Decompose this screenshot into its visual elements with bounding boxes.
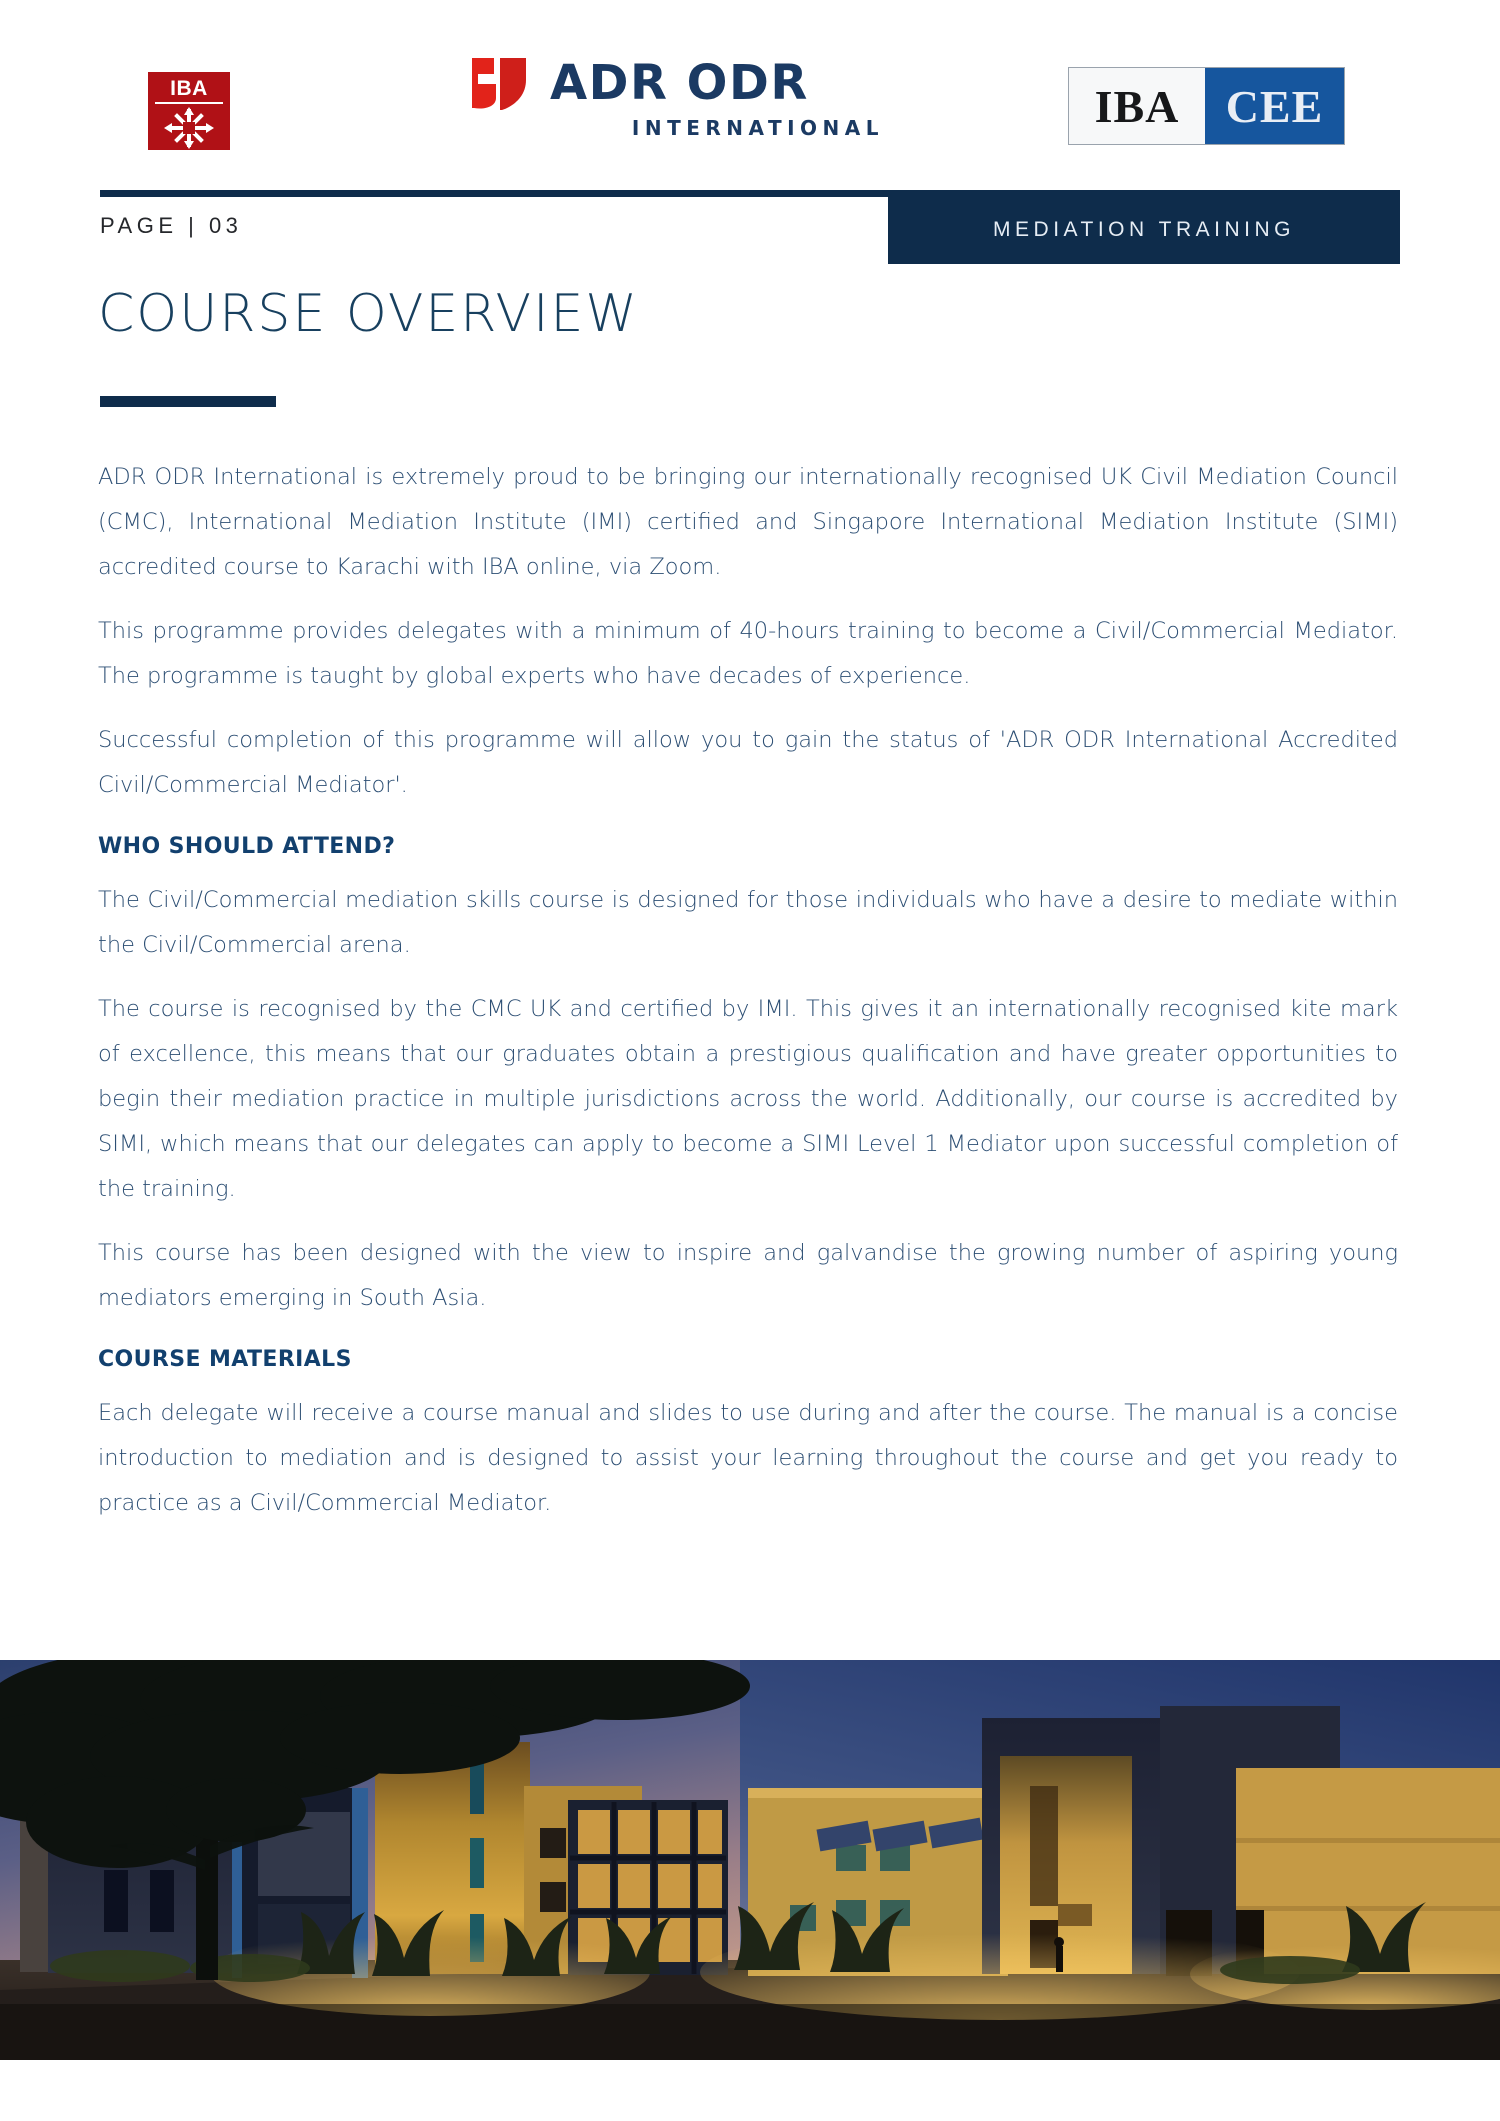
course-materials-paragraph-1: Each delegate will receive a course manual and slides to use during and after the course. The manual is a concise introduction to mediation and is designed to assist your learning throughout the course and get you ready to practice as a Civil/Commercial Mediator. [98,1400,1398,1516]
iba-logo-divider [155,102,223,104]
adr-odr-logo [470,52,890,158]
iba-logo-word: IBA [170,77,208,100]
adr-odr-logo-wordmark: ADR ODR [550,55,809,111]
iba-cee-logo-cee-text: CEE [1225,80,1324,132]
page-title-underline [100,396,276,407]
course-materials-heading: COURSE MATERIALS [98,1347,352,1372]
logo-row [0,40,1500,150]
section-title-label: MEDIATION TRAINING [993,218,1295,241]
page-title: COURSE OVERVIEW [98,284,639,344]
iba-cee-logo-iba-text: IBA [1094,80,1180,132]
page-header-bar [100,197,1400,264]
section-title-banner [888,197,1400,264]
iba-starburst-icon [164,107,214,149]
iba-cee-logo [1068,67,1345,145]
who-should-attend-paragraph-3: This course has been designed with the view to inspire and galvandise the growing number of aspiring young mediators emerging in South Asia. [98,1240,1398,1311]
page-number-label: PAGE | 03 [100,213,243,238]
adr-odr-logo-subtitle: INTERNATIONAL [631,116,884,140]
header-divider-rule [100,190,1400,197]
who-should-attend-paragraph-1: The Civil/Commercial mediation skills course is designed for those individuals who have a desire to mediate within the Civil/Commercial arena. [98,887,1398,958]
iba-cee-logo-left [1069,68,1205,144]
iba-cee-logo-right [1205,68,1344,144]
adr-odr-logo-top [470,52,890,114]
document-body [98,455,1398,1526]
intro-paragraph-3: Successful completion of this programme will allow you to gain the status of 'ADR ODR International Accredited Civil/Commercial Mediator'. [98,727,1398,798]
who-should-attend-heading: WHO SHOULD ATTEND? [98,834,396,859]
intro-paragraph-1: ADR ODR International is extremely proud to be bringing our internationally recognised UK Civil Mediation Council (CMC), International Mediation Institute (IMI) certified and Singapore International Mediation Institute (SIMI) accredited course to Karachi with IBA online, via Zoom. [98,464,1398,580]
who-should-attend-paragraph-2: The course is recognised by the CMC UK and certified by IMI. This gives it an internationally recognised kite mark of excellence, this means that our graduates obtain a prestigious qualification and have greater opportunities to begin their mediation practice in multiple jurisdictions across the world. Additionally, our course is accredited by SIMI, which means that our delegates can apply to become a SIMI Level 1 Mediator upon successful completion of the training. [98,996,1398,1202]
campus-photo [0,1660,1500,2060]
iba-logo [148,72,230,150]
intro-paragraph-2: This programme provides delegates with a minimum of 40-hours training to become a Civil/Commercial Mediator. The programme is taught by global experts who have decades of experience. [98,618,1398,689]
adr-flag-icon [470,54,532,112]
